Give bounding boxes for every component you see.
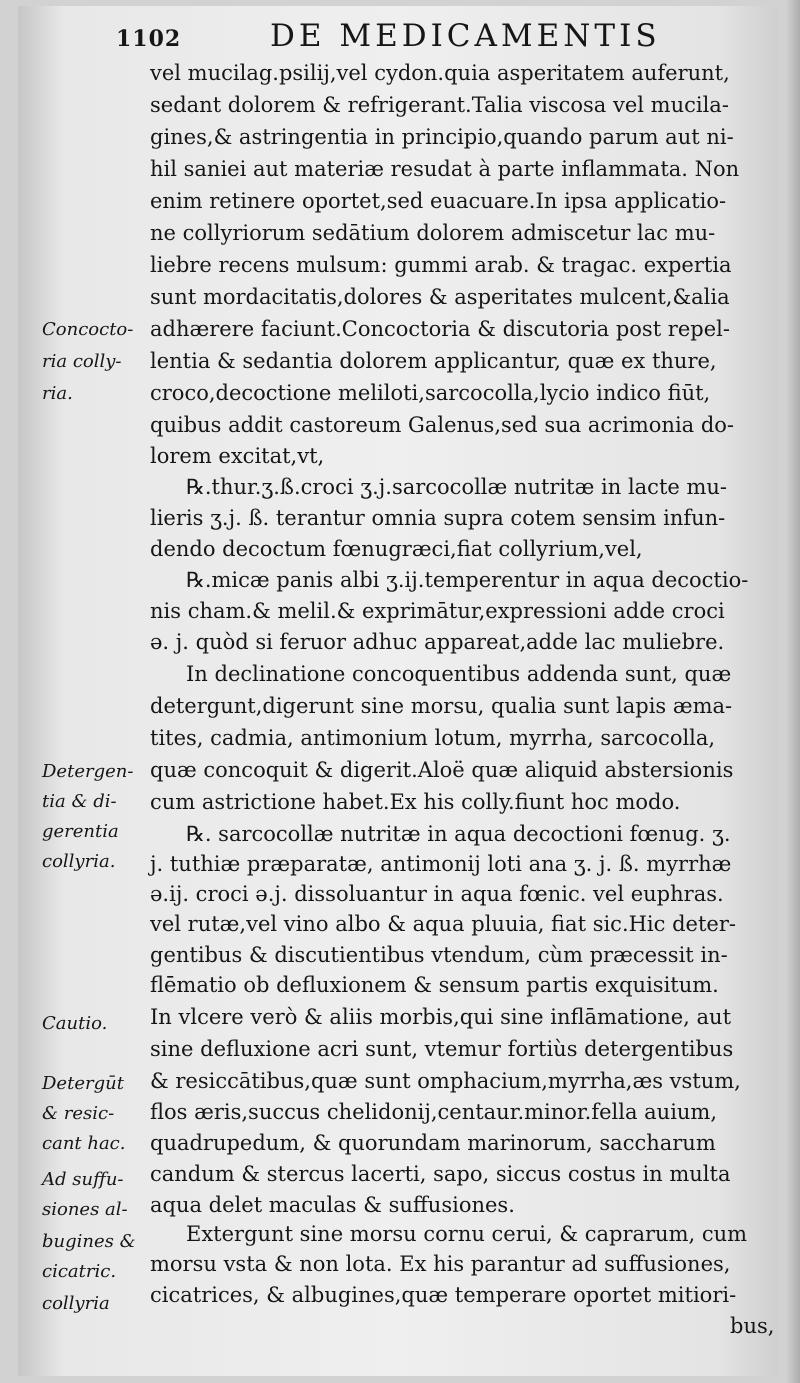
text-line: cum astrictione habet.Ex his colly.fiunt hoc modo. <box>150 790 681 814</box>
margin-note-detergunt: & resic- <box>42 1103 115 1124</box>
text-line: cicatrices, & albugines,quæ temperare oportet mitiori- <box>150 1283 737 1307</box>
text-line: ə.ij. croci ə.j. dissoluantur in aqua fœnic. vel euphras. <box>150 882 724 906</box>
text-line: detergunt,digerunt sine morsu, qualia sunt lapis æma- <box>150 694 733 718</box>
margin-note-detergentia: collyria. <box>42 851 116 872</box>
margin-note-detergunt: cant hac. <box>42 1133 126 1154</box>
text-line: vel rutæ,vel vino albo & aqua pluuia, fiat sic.Hic deter- <box>150 912 736 936</box>
text-line: flēmatio ob defluxionem & sensum partis exquisitum. <box>150 973 719 997</box>
running-title: DE MEDICAMENTIS <box>270 18 661 54</box>
margin-note-concoctoria: ria. <box>42 383 73 404</box>
text-line: gentibus & discutientibus vtendum, cùm præcessit in- <box>150 943 728 967</box>
text-line: flos æris,succus chelidonij,centaur.minor.fella auium, <box>150 1100 718 1124</box>
text-line: ne collyriorum sedātium dolorem admiscetur lac mu- <box>150 221 716 245</box>
margin-note-concoctoria: Concocto- <box>42 319 134 340</box>
text-line: lieris ʒ.j. ß. terantur omnia supra cotem sensim infun- <box>150 506 726 530</box>
text-line: j. tuthiæ præparatæ, antimonij loti ana ʒ. j. ß. myrrhæ <box>150 852 732 876</box>
margin-note-detergentia: Detergen- <box>42 761 134 782</box>
text-line: nis cham.& melil.& exprimātur,expressioni adde croci <box>150 599 725 623</box>
catchword: bus, <box>730 1314 775 1338</box>
margin-notes <box>0 0 148 1383</box>
text-line: quibus addit castoreum Galenus,sed sua acrimonia do- <box>150 413 735 437</box>
text-line: croco,decoctione meliloti,sarcocolla,lycio indico fiūt, <box>150 381 711 405</box>
margin-note-suffusiones: siones al- <box>42 1199 128 1220</box>
margin-note-detergentia: tia & di- <box>42 791 117 812</box>
text-line: aqua delet maculas & suffusiones. <box>150 1193 515 1217</box>
margin-note-cautio: Cautio. <box>42 1013 108 1034</box>
text-line: gines,& astringentia in principio,quando parum aut ni- <box>150 125 734 149</box>
margin-note-suffusiones: bugines & <box>42 1231 136 1252</box>
recipe-line: ℞.micæ panis albi ʒ.ij.temperentur in aqua decoctio- <box>186 568 749 592</box>
text-line: ə. j. quòd si feruor adhuc appareat,adde lac muliebre. <box>150 630 725 654</box>
text-line: dendo decoctum fœnugræci,fiat collyrium,vel, <box>150 537 643 561</box>
recipe-line: ℞.thur.ʒ.ß.croci ʒ.j.sarcocollæ nutritæ in lacte mu- <box>186 475 728 499</box>
text-line: enim retinere oportet,sed euacuare.In ipsa applicatio- <box>150 189 727 213</box>
margin-note-suffusiones: collyria <box>42 1293 110 1314</box>
text-line: & resiccātibus,quæ sunt omphacium,myrrha,æs vstum, <box>150 1069 741 1093</box>
text-line: morsu vsta & non lota. Ex his parantur ad suffusiones, <box>150 1252 731 1276</box>
page-number: 1102 <box>116 26 182 52</box>
text-line: vel mucilag.psilij,vel cydon.quia asperitatem auferunt, <box>150 61 730 85</box>
margin-note-detergunt: Detergūt <box>42 1073 124 1094</box>
text-line: lorem excitat,vt, <box>150 444 325 468</box>
margin-note-suffusiones: cicatric. <box>42 1261 117 1282</box>
paragraph-start-line: Extergunt sine morsu cornu cerui, & caprarum, cum <box>186 1222 748 1246</box>
text-line: quæ concoquit & digerit.Aloë quæ aliquid abstersionis <box>150 758 734 782</box>
body-text <box>150 0 790 1383</box>
text-line: lentia & sedantia dolorem applicantur, quæ ex thure, <box>150 349 717 373</box>
text-line: In vlcere verò & aliis morbis,qui sine inflāmatione, aut <box>150 1005 732 1029</box>
text-line: quadrupedum, & quorundam marinorum, saccharum <box>150 1131 716 1155</box>
margin-note-suffusiones: Ad suffu- <box>42 1169 124 1190</box>
text-line: sunt mordacitatis,dolores & asperitates mulcent,&alia <box>150 285 730 309</box>
text-line: candum & stercus lacerti, sapo, siccus costus in multa <box>150 1162 731 1186</box>
text-line: adhærere faciunt.Concoctoria & discutoria post repel- <box>150 317 730 341</box>
text-line: hil saniei aut materiæ resudat à parte inflammata. Non <box>150 157 740 181</box>
text-line: sedant dolorem & refrigerant.Talia viscosa vel mucila- <box>150 93 729 117</box>
text-line: liebre recens mulsum: gummi arab. & tragac. expertia <box>150 253 732 277</box>
margin-note-detergentia: gerentia <box>42 821 119 842</box>
text-line: sine defluxione acri sunt, vtemur fortiùs detergentibus <box>150 1037 734 1061</box>
text-line: tites, cadmia, antimonium lotum, myrrha, sarcocolla, <box>150 726 716 750</box>
paragraph-start-line: In declinatione concoquentibus addenda sunt, quæ <box>186 662 732 686</box>
margin-note-concoctoria: ria colly- <box>42 351 122 372</box>
recipe-line: ℞. sarcocollæ nutritæ in aqua decoctioni fœnug. ʒ. <box>186 822 731 846</box>
